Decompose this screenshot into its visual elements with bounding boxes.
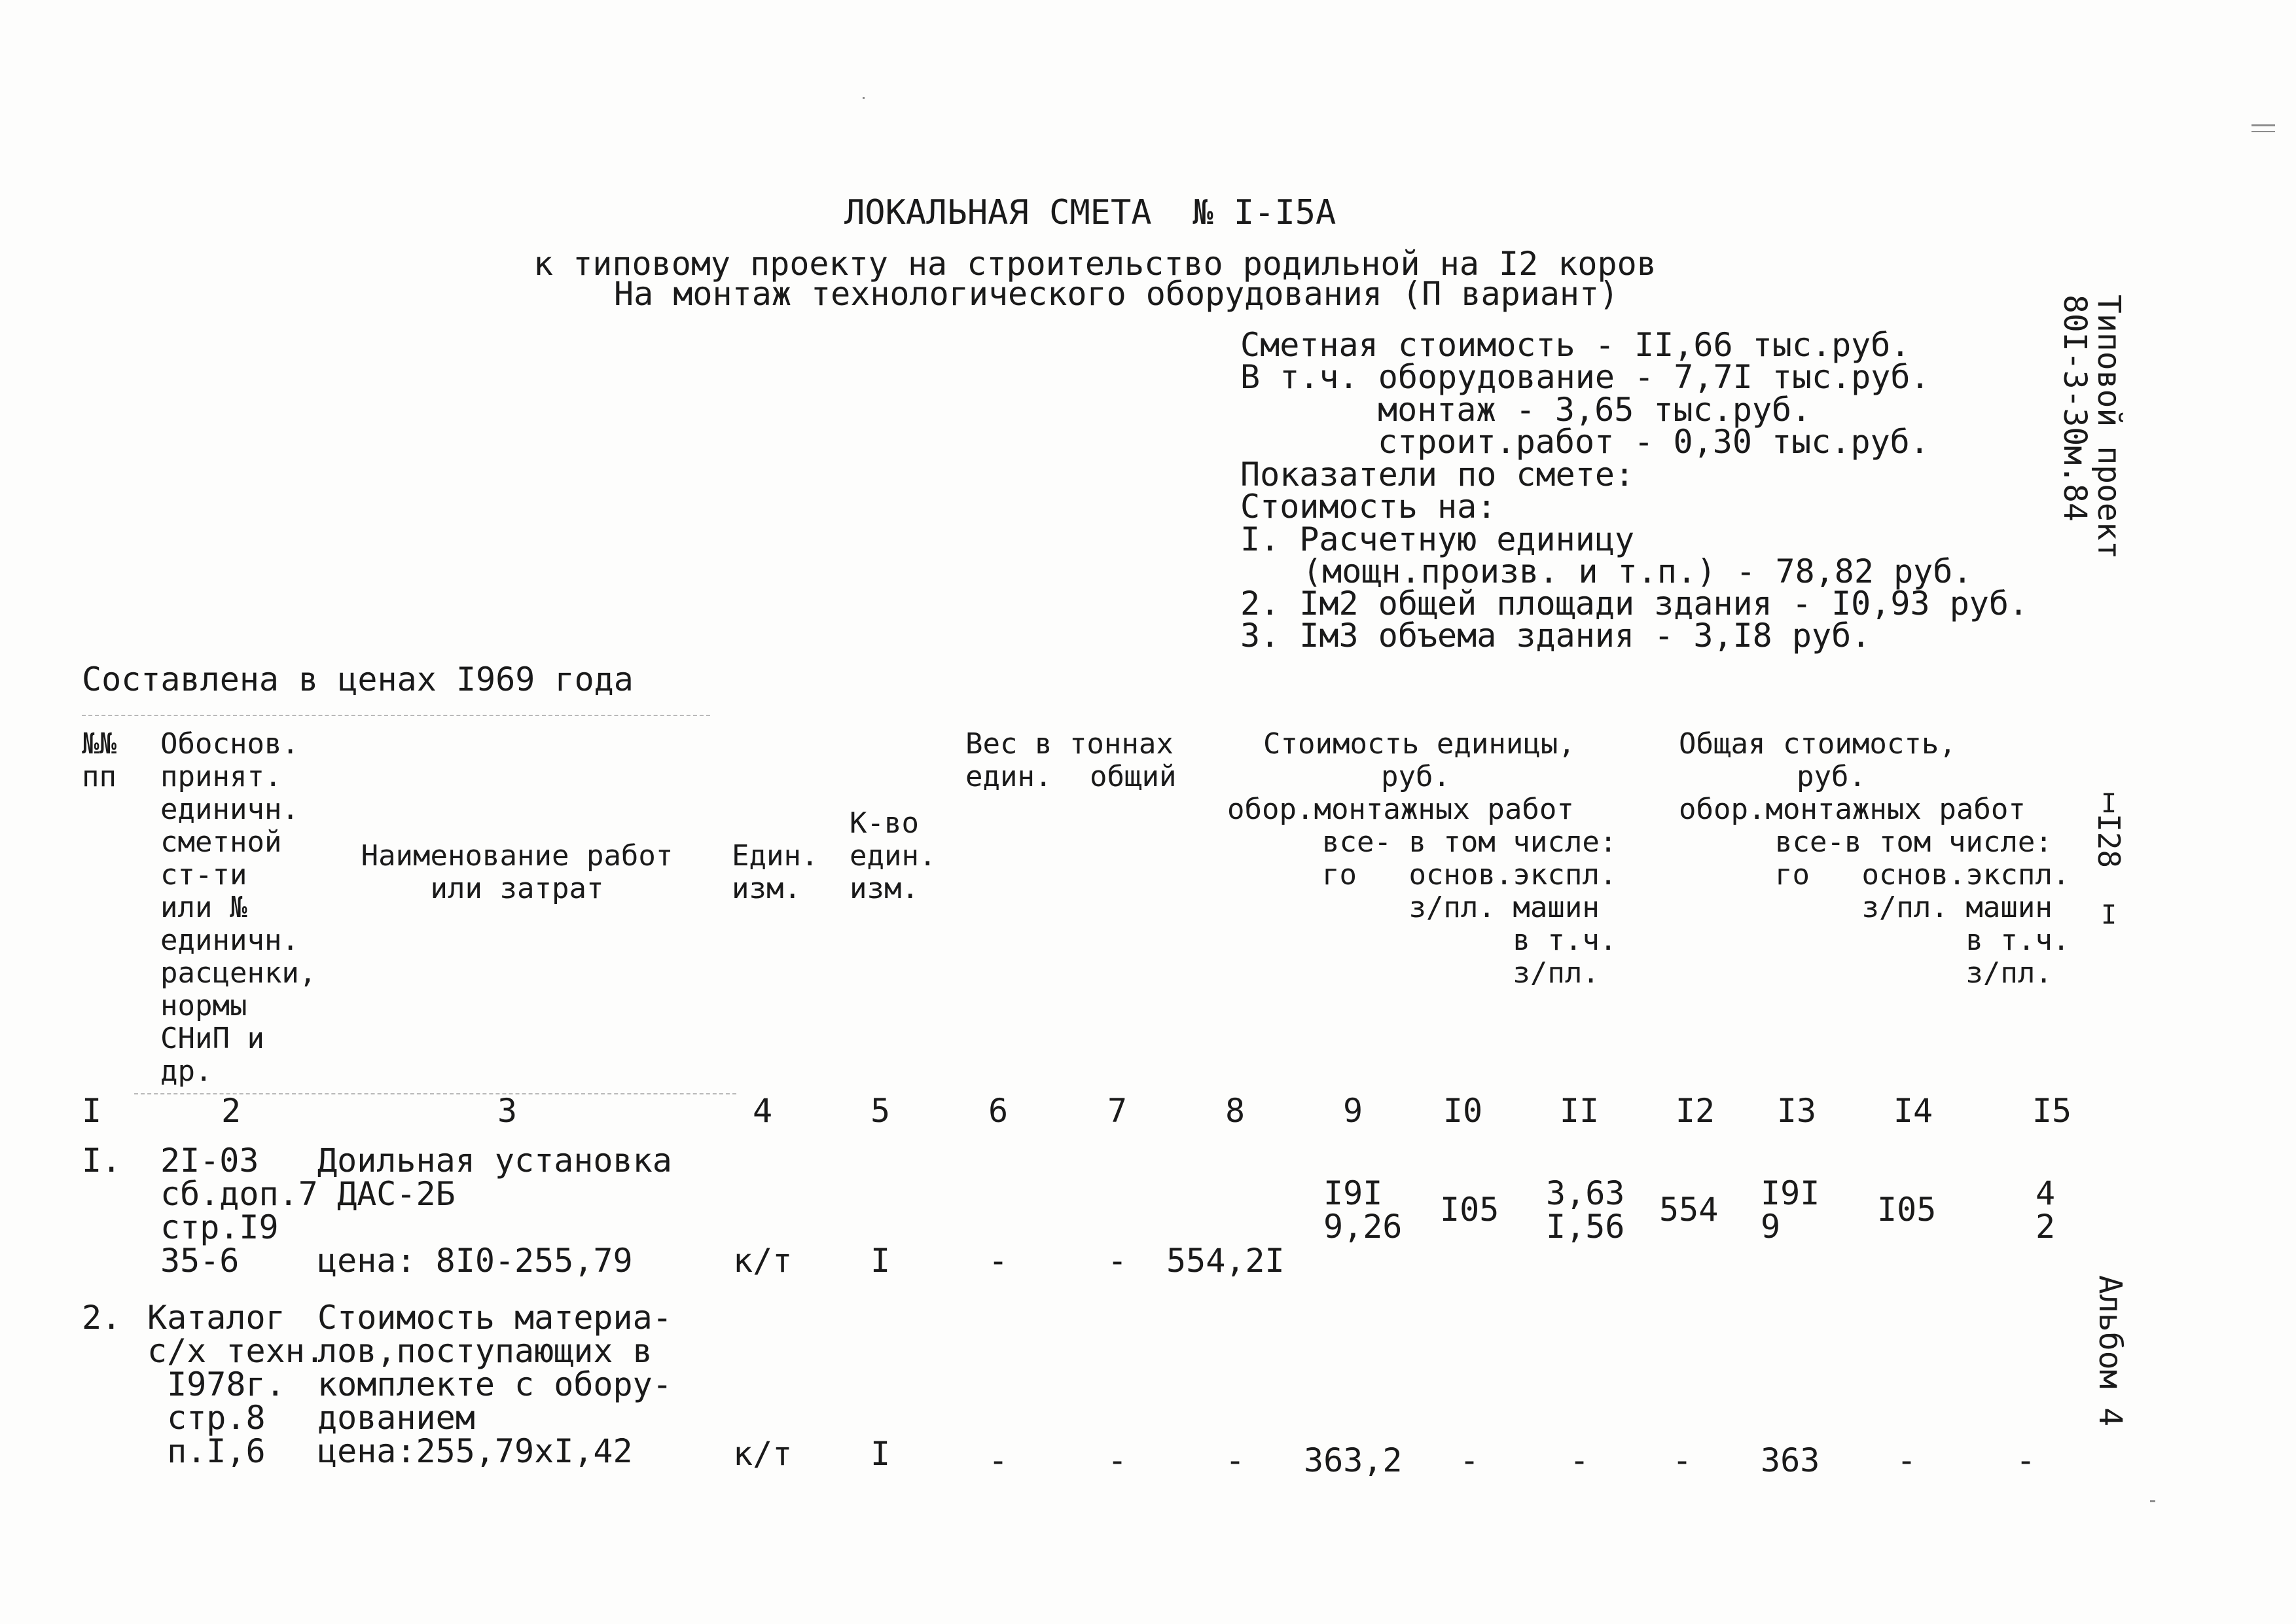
row-2-install-unit-wage: - bbox=[1459, 1441, 1480, 1479]
summary-equipment: В т.ч. оборудование - 7,7I тыс.руб. bbox=[1240, 358, 1930, 396]
row-1-equipment-total: 554 bbox=[1659, 1191, 1719, 1229]
col-header-4: Един. изм. bbox=[732, 839, 819, 905]
col-number-9: 9 bbox=[1342, 1092, 1363, 1130]
summary-cost-for: Стоимость на: bbox=[1240, 488, 1497, 526]
row-2-weight-total: - bbox=[1107, 1441, 1128, 1479]
col-number-7: 7 bbox=[1107, 1092, 1128, 1130]
row-2-install-unit-machines: - bbox=[1569, 1441, 1590, 1479]
row-1-equipment-unit-cost: 554,2I bbox=[1166, 1242, 1285, 1280]
row-1-install-unit-wage: I05 bbox=[1440, 1191, 1499, 1229]
col-header-weight: Вес в тоннах bbox=[965, 727, 1174, 761]
row-2-unit: к/т bbox=[733, 1435, 793, 1473]
number-row-rule bbox=[134, 1093, 736, 1094]
side-page-mark-bottom: I bbox=[2101, 900, 2117, 930]
col-number-5: 5 bbox=[870, 1092, 891, 1130]
col-header-5: К-во един. изм. bbox=[850, 806, 937, 905]
row-2-install-total-wage: - bbox=[1896, 1441, 1917, 1479]
col-number-3: 3 bbox=[497, 1092, 518, 1130]
row-1-install-unit-all: I9I 9,26 bbox=[1323, 1174, 1403, 1246]
row-1-install-unit-machines: 3,63 I,56 bbox=[1546, 1174, 1625, 1246]
col-number-11: II bbox=[1559, 1092, 1600, 1130]
row-1-install-total-all: I9I 9 bbox=[1761, 1174, 1820, 1246]
compiled-note: Составлена в ценах I969 года bbox=[82, 660, 634, 698]
col-header-total-cost: Общая стоимость, bbox=[1679, 727, 1956, 761]
col-header-total-cost-rub: руб. bbox=[1797, 760, 1866, 793]
document-subtitle-2: На монтаж технологического оборудования (П вариант) bbox=[614, 275, 1619, 313]
row-1-qty: I bbox=[870, 1242, 891, 1280]
col-header-total-cost-sub: обор.монтажных работ bbox=[1679, 793, 2026, 826]
col-header-unit-cost-detail: все- в том числе: го основ.экспл. з/пл. машин в т.ч. з/пл. bbox=[1322, 825, 1617, 990]
scan-speck bbox=[2150, 1500, 2155, 1502]
col-number-14: I4 bbox=[1893, 1092, 1933, 1130]
col-header-unit-cost: Стоимость единицы, bbox=[1263, 727, 1575, 761]
col-number-12: I2 bbox=[1675, 1092, 1715, 1130]
row-1-install-total-machines: 4 2 bbox=[2036, 1174, 2056, 1246]
scan-speck bbox=[863, 97, 865, 99]
row-2-equipment-total: - bbox=[1672, 1441, 1693, 1479]
col-header-total-cost-detail: все-в том числе: го основ.экспл. з/пл. машин в т.ч. з/пл. bbox=[1775, 825, 2070, 990]
col-header-1: №№ пп bbox=[82, 727, 117, 793]
summary-unit-3: 3. Iм3 объема здания - 3,I8 руб. bbox=[1240, 617, 1871, 655]
document-title: ЛОКАЛЬНАЯ СМЕТА № I-I5A bbox=[844, 193, 1336, 232]
side-page-number: I28 bbox=[2091, 814, 2126, 869]
row-1-unit: к/т bbox=[733, 1242, 793, 1280]
row-1-weight-total: - bbox=[1107, 1242, 1128, 1280]
side-album-label: Альбом 4 bbox=[2092, 1275, 2128, 1427]
col-header-weight-unit: един. bbox=[965, 760, 1052, 793]
row-1-install-total-wage: I05 bbox=[1877, 1191, 1937, 1229]
row-2-install-total-machines: - bbox=[2015, 1441, 2036, 1479]
row-2-install-total-all: 363 bbox=[1761, 1441, 1820, 1479]
col-header-2: Обоснов. принят. единичн. сметной ст-ти или № единичн. расценки, нормы СНиП и др. bbox=[160, 727, 317, 1088]
summary-unit-1: I. Расчетную единицу bbox=[1240, 520, 1635, 558]
col-number-1: I bbox=[81, 1092, 102, 1130]
row-1-name: Доильная установка ДАС-2Б цена: 8I0-255,79 bbox=[317, 1142, 672, 1280]
col-header-weight-total: общий bbox=[1090, 760, 1177, 793]
row-1-basis: 2I-03 сб.доп.7 стр.I9 35-6 bbox=[160, 1142, 318, 1280]
col-number-8: 8 bbox=[1225, 1092, 1246, 1130]
side-project-label: Типовой проект 80I-3-30м.84 bbox=[2056, 295, 2127, 560]
row-2-install-unit-all: 363,2 bbox=[1304, 1441, 1403, 1479]
row-2-qty: I bbox=[870, 1435, 891, 1473]
col-number-2: 2 bbox=[221, 1092, 242, 1130]
col-number-10: I0 bbox=[1443, 1092, 1483, 1130]
side-page-mark-top: I bbox=[2101, 789, 2117, 819]
row-2-equipment-unit-cost: - bbox=[1225, 1441, 1246, 1479]
col-header-unit-cost-rub: руб. bbox=[1381, 760, 1450, 793]
row-1-number: I. bbox=[82, 1142, 122, 1180]
row-2-name: Стоимость материа- лов,поступающих в комплекте с обору- дованием цена:255,79хI,42 bbox=[317, 1299, 672, 1470]
col-header-3: Наименование работ или затрат bbox=[361, 839, 673, 905]
col-number-15: I5 bbox=[2032, 1092, 2072, 1130]
scan-mark bbox=[2251, 124, 2275, 126]
col-header-unit-cost-sub: обор.монтажных работ bbox=[1227, 793, 1574, 826]
summary-unit-1b: (мощн.произв. и т.п.) - 78,82 руб. bbox=[1302, 552, 1973, 590]
summary-indicators: Показатели по смете: bbox=[1240, 456, 1635, 494]
summary-construction: строит.работ - 0,30 тыс.руб. bbox=[1378, 423, 1929, 461]
summary-install: монтаж - 3,65 тыс.руб. bbox=[1378, 391, 1812, 429]
col-number-6: 6 bbox=[988, 1092, 1009, 1130]
scan-mark bbox=[2251, 131, 2275, 132]
row-1-weight-unit: - bbox=[988, 1242, 1009, 1280]
col-number-13: I3 bbox=[1776, 1092, 1817, 1130]
summary-unit-2: 2. Iм2 общей площади здания - I0,93 руб. bbox=[1240, 585, 2029, 623]
col-number-4: 4 bbox=[752, 1092, 773, 1130]
row-2-basis: Каталог с/х техн. I978г. стр.8 п.I,6 bbox=[147, 1299, 325, 1470]
header-rule bbox=[82, 715, 710, 716]
row-2-weight-unit: - bbox=[988, 1441, 1009, 1479]
document-subtitle: к типовому проекту на строительство родильной на I2 коров bbox=[533, 245, 1657, 283]
row-2-number: 2. bbox=[82, 1299, 122, 1337]
summary-total: Сметная стоимость - II,66 тыс.руб. bbox=[1240, 326, 1910, 364]
